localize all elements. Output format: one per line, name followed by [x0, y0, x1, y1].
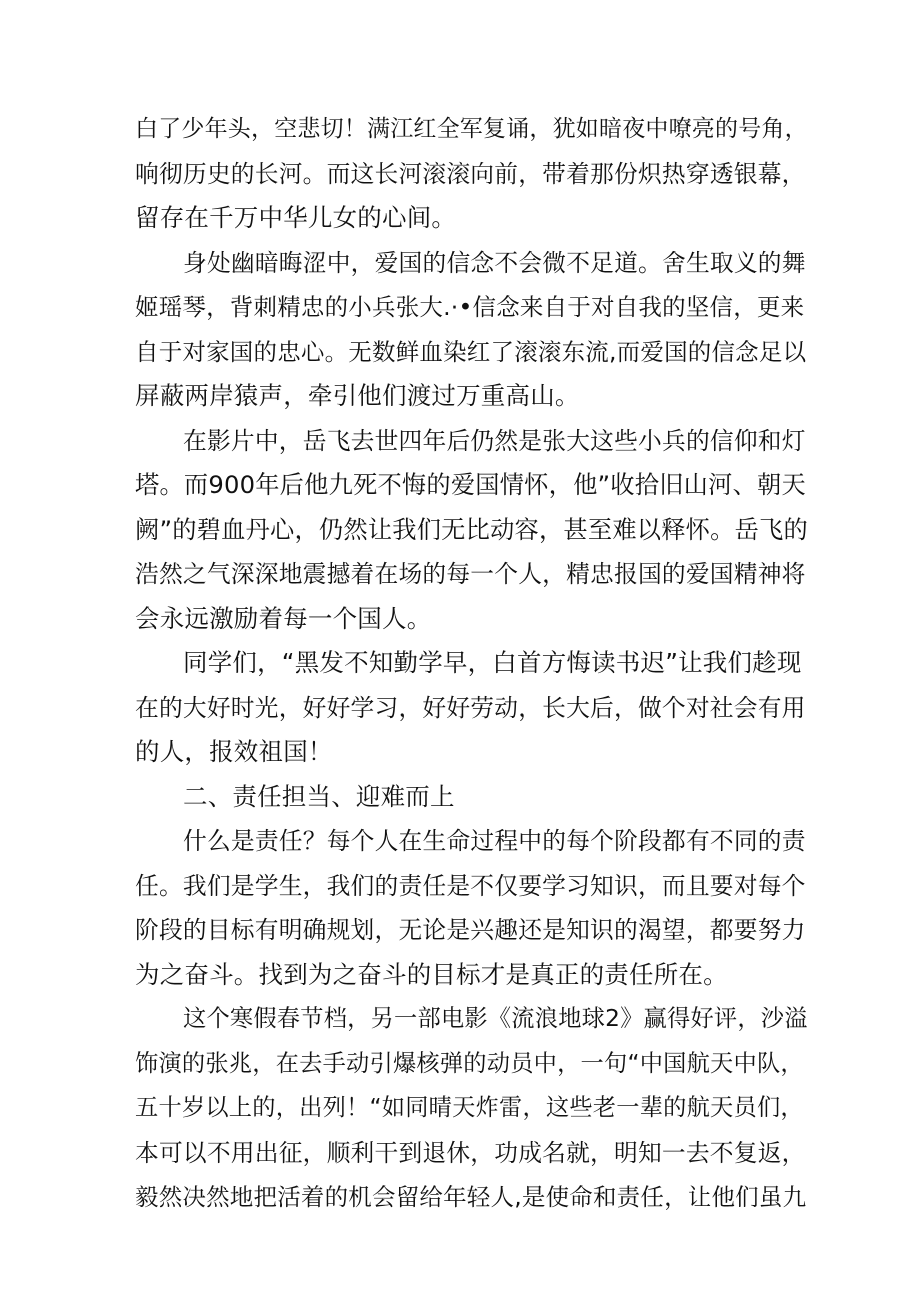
- text-line: 屏蔽两岸猿声，牵引他们渡过万重高山。: [135, 381, 580, 410]
- text-line: 毅然决然地把活着的机会留给年轻人,是使命和责任，让他们虽九: [135, 1183, 807, 1211]
- text-line: 浩然之气深深地震撼着在场的每一个人，精忠报国的爱国精神将: [135, 560, 806, 588]
- text-line: 饰演的张兆，在去手动引爆核弹的动员中，一句“中国航天中队，: [135, 1050, 804, 1077]
- text-line: 阙”的碧血丹心，仍然让我们无比动容，甚至难以释怀。岳飞的: [135, 515, 808, 544]
- text-line: 响彻历史的长河。而这长河滚滚向前，带着那份炽热穿透银幕，: [135, 160, 806, 188]
- text-line: 的人，报效祖国！: [135, 737, 333, 766]
- text-line: 本可以不用出征，顺利干到退休，功成名就，明知一去不复返，: [135, 1139, 806, 1167]
- text-line: 在的大好时光，好好学习，好好劳动，长大后，做个对社会有用: [135, 694, 806, 722]
- text-line: 塔。而900年后他九死不悔的爱国情怀，他”收拾旧山河、朝天: [135, 470, 806, 499]
- text-line: 这个寒假春节档，另一部电影《流浪地球2》赢得好评，沙溢: [183, 1005, 808, 1032]
- text-line: 任。我们是学生，我们的责任是不仅要学习知识，而且要对每个: [135, 872, 806, 900]
- text-line: 在影片中，岳飞去世四年后仍然是张大这些小兵的信仰和灯: [183, 427, 806, 455]
- text-line: 白了少年头，空悲切！满江红全军复诵，犹如暗夜中嘹亮的号角，: [135, 116, 808, 142]
- text-line: 五十岁以上的，出列！“如同晴天炸雷，这些老一辈的航天员们，: [135, 1094, 804, 1121]
- text-line: 为之奋斗。找到为之奋斗的目标才是真正的责任所在。: [135, 960, 728, 989]
- text-line: 什么是责任？每个人在生命过程中的每个阶段都有不同的责: [183, 827, 806, 855]
- text-line: 姬瑶琴，背刺精忠的小兵张大.·•信念来自于对自我的坚信，更来: [135, 293, 805, 321]
- text-line: 留存在千万中华儿女的心间。: [135, 203, 457, 232]
- text-line: 身处幽暗晦涩中，爱国的信念不会微不足道。舍生取义的舞: [183, 249, 806, 277]
- text-line: 阶段的目标有明确规划，无论是兴趣还是知识的渴望，都要努力: [135, 916, 806, 944]
- text-line: 自于对家国的忠心。无数鲜血染红了滚滚东流,而爱国的信念足以: [135, 338, 807, 366]
- text-line: 同学们，“黑发不知勤学早，白首方悔读书迟”让我们趁现: [183, 648, 802, 677]
- section-heading: 二、责任担当、迎难而上: [183, 782, 455, 811]
- text-line: 会永远激励着每一个国人。: [135, 604, 432, 633]
